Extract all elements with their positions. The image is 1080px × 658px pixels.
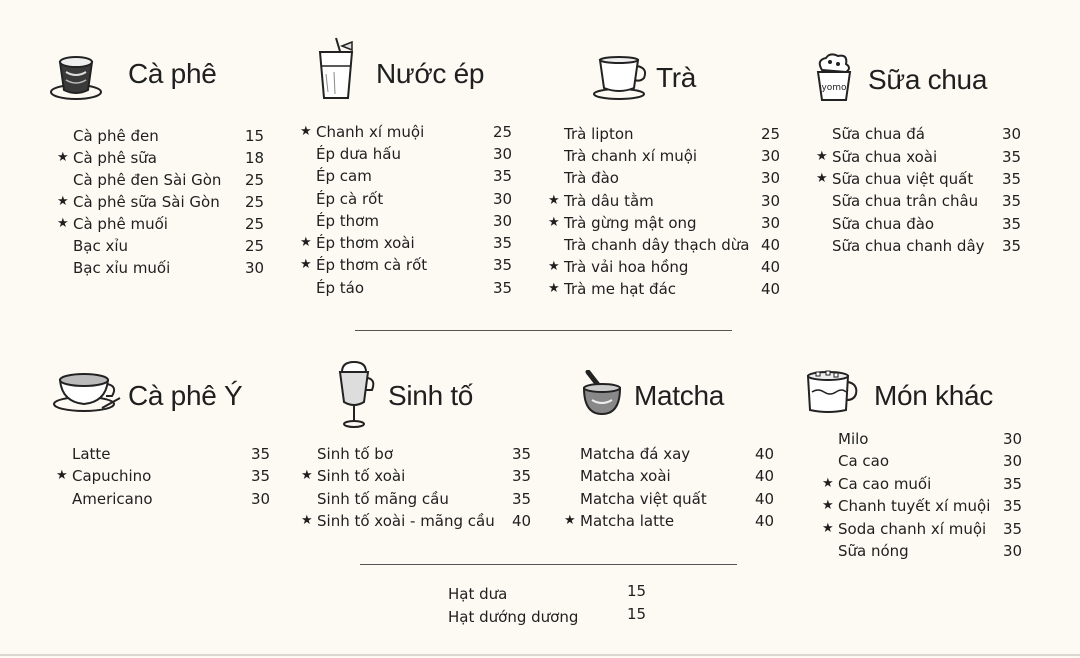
menu-item — [838, 430, 1023, 452]
item-name: Bạc xỉu muối — [73, 259, 171, 277]
section-title-matcha: Matcha — [634, 380, 725, 411]
item-price: 40 — [761, 258, 781, 276]
item-price: 30 — [1003, 430, 1023, 448]
juice-glass-icon — [314, 36, 356, 102]
item-price: 30 — [245, 259, 265, 277]
item-price: 25 — [245, 237, 265, 255]
star-icon: ★ — [548, 281, 560, 296]
menu-item — [564, 236, 781, 258]
menu-item — [822, 475, 1023, 497]
section-title-tra: Trà — [656, 62, 697, 93]
item-price: 35 — [1002, 237, 1022, 255]
menu-item — [317, 490, 532, 512]
menu-item — [832, 125, 1022, 147]
menu-item — [832, 192, 1022, 214]
menu-item — [564, 169, 781, 191]
menu-item — [73, 259, 268, 281]
item-price: 30 — [1003, 542, 1023, 560]
menu-item — [316, 279, 513, 301]
item-name: Trà chanh dây thạch dừa — [564, 236, 750, 254]
item-price: 30 — [761, 147, 781, 165]
item-name: Ép cà rốt — [316, 190, 384, 208]
item-price: 40 — [755, 445, 775, 463]
item-name: Trà vải hoa hồng — [564, 258, 689, 276]
menu-item — [580, 467, 775, 489]
cappuccino-cup-icon — [52, 368, 122, 416]
yomo-logo-text: yomo — [821, 83, 847, 93]
item-price: 25 — [493, 123, 513, 141]
item-price: 35 — [1003, 497, 1023, 515]
menu-item — [57, 149, 268, 171]
item-name: Trà me hạt đác — [564, 280, 677, 298]
item-price: 35 — [493, 167, 513, 185]
item-name: Trà chanh xí muội — [564, 147, 698, 165]
item-price: 35 — [251, 467, 271, 485]
item-name: Hạt dướng dương — [448, 608, 579, 626]
menu-item — [816, 170, 1022, 192]
item-name: Cà phê sữa Sài Gòn — [73, 193, 220, 211]
item-price: 25 — [245, 193, 265, 211]
item-price: 40 — [755, 512, 775, 530]
menu-item — [316, 190, 513, 212]
star-icon: ★ — [822, 521, 834, 536]
menu-item — [73, 127, 268, 149]
menu-item — [564, 125, 781, 147]
item-name: Ép thơm xoài — [316, 234, 415, 252]
star-icon: ★ — [822, 476, 834, 491]
item-name: Latte — [72, 445, 111, 463]
divider-top — [355, 330, 732, 331]
menu-item — [564, 512, 775, 534]
item-name: Cà phê đen — [73, 127, 159, 145]
item-price: 30 — [761, 192, 781, 210]
menu-item — [580, 490, 775, 512]
item-name: Trà lipton — [564, 125, 634, 143]
item-price: 30 — [761, 214, 781, 232]
item-name: Sữa chua xoài — [832, 148, 938, 166]
menu-item — [580, 445, 775, 467]
item-name: Sữa nóng — [838, 542, 909, 560]
item-name: Ép thơm — [316, 212, 379, 230]
menu-item — [832, 215, 1022, 237]
item-name: Cà phê đen Sài Gòn — [73, 171, 222, 189]
item-name: Sinh tố xoài - mãng cầu — [317, 512, 495, 530]
item-name: Trà gừng mật ong — [564, 214, 697, 232]
item-price: 40 — [755, 490, 775, 508]
menu-item — [73, 237, 268, 259]
star-icon: ★ — [816, 171, 828, 186]
menu-item — [73, 171, 268, 193]
item-price: 35 — [493, 256, 513, 274]
menu-item — [838, 542, 1023, 564]
item-name: Americano — [72, 490, 153, 508]
menu-item — [316, 145, 513, 167]
menu-item — [448, 605, 647, 630]
item-name: Sữa chua trân châu — [832, 192, 979, 210]
item-price: 35 — [1003, 475, 1023, 493]
section-title-sinhto: Sinh tố — [388, 380, 474, 411]
item-name: Ép táo — [316, 279, 365, 297]
star-icon: ★ — [301, 513, 313, 528]
star-icon: ★ — [56, 468, 68, 483]
item-name: Sữa chua đào — [832, 215, 935, 233]
menu-item — [822, 497, 1023, 519]
item-price: 30 — [251, 490, 271, 508]
item-name: Bạc xỉu — [73, 237, 129, 255]
menu-item — [316, 212, 513, 234]
menu-item — [72, 445, 271, 467]
item-price: 15 — [627, 582, 647, 600]
item-name: Ép cam — [316, 167, 372, 185]
item-price: 35 — [493, 279, 513, 297]
item-name: Hạt dưa — [448, 585, 508, 603]
page-bottom-rule — [0, 654, 1080, 656]
item-price: 35 — [1002, 170, 1022, 188]
star-icon: ★ — [57, 194, 69, 209]
menu-item — [816, 148, 1022, 170]
item-price: 25 — [245, 171, 265, 189]
star-icon: ★ — [822, 498, 834, 513]
star-icon: ★ — [816, 149, 828, 164]
menu-item — [448, 582, 647, 607]
star-icon: ★ — [300, 124, 312, 139]
item-name: Sữa chua chanh dây — [832, 237, 985, 255]
item-price: 35 — [512, 467, 532, 485]
menu-item — [301, 512, 532, 534]
item-name: Soda chanh xí muội — [838, 520, 987, 538]
section-title-caphe: Cà phê — [128, 58, 217, 89]
cocoa-mug-icon — [804, 368, 860, 416]
menu-item — [548, 214, 781, 236]
item-name: Sữa chua đá — [832, 125, 925, 143]
item-name: Sinh tố mãng cầu — [317, 490, 449, 508]
star-icon: ★ — [301, 468, 313, 483]
item-price: 35 — [251, 445, 271, 463]
item-name: Matcha xoài — [580, 467, 671, 485]
item-price: 35 — [1002, 215, 1022, 233]
section-title-monkhac: Món khác — [874, 380, 993, 411]
item-name: Capuchino — [72, 467, 152, 485]
item-price: 15 — [627, 605, 647, 623]
coffee-cup-icon — [48, 52, 106, 102]
section-title-nuocep: Nước ép — [376, 58, 485, 89]
section-title-capheY: Cà phê Ý — [128, 380, 243, 411]
item-price: 30 — [493, 190, 513, 208]
item-price: 40 — [512, 512, 532, 530]
item-price: 35 — [493, 234, 513, 252]
star-icon: ★ — [57, 150, 69, 165]
menu-item — [548, 280, 781, 302]
item-name: Ép dưa hấu — [316, 145, 401, 163]
item-price: 35 — [1002, 192, 1022, 210]
star-icon: ★ — [564, 513, 576, 528]
star-icon: ★ — [548, 193, 560, 208]
item-price: 30 — [493, 212, 513, 230]
item-price: 35 — [512, 490, 532, 508]
menu-item — [822, 520, 1023, 542]
item-name: Sữa chua việt quất — [832, 170, 974, 188]
item-price: 25 — [245, 215, 265, 233]
item-price: 40 — [761, 236, 781, 254]
item-price: 18 — [245, 149, 265, 167]
menu-item — [317, 445, 532, 467]
star-icon: ★ — [548, 215, 560, 230]
item-price: 30 — [1003, 452, 1023, 470]
menu-item — [300, 256, 513, 278]
menu-item — [838, 452, 1023, 474]
star-icon: ★ — [300, 235, 312, 250]
item-name: Sinh tố bơ — [317, 445, 393, 463]
menu-item — [832, 237, 1022, 259]
menu-item — [56, 467, 271, 489]
item-name: Ép thơm cà rốt — [316, 256, 428, 274]
item-name: Cà phê muối — [73, 215, 168, 233]
section-title-suachua: Sữa chua — [868, 64, 988, 95]
divider-bottom — [360, 564, 737, 565]
item-name: Trà đào — [564, 169, 619, 187]
item-price: 35 — [1002, 148, 1022, 166]
yogurt-cup-icon — [812, 52, 856, 104]
smoothie-glass-icon — [334, 358, 376, 430]
menu-item — [301, 467, 532, 489]
item-price: 30 — [1002, 125, 1022, 143]
item-name: Ca cao muối — [838, 475, 932, 493]
menu-item — [548, 192, 781, 214]
item-name: Milo — [838, 430, 869, 448]
menu-item — [57, 215, 268, 237]
menu-item — [72, 490, 271, 512]
item-price: 35 — [512, 445, 532, 463]
matcha-bowl-icon — [580, 370, 626, 418]
item-name: Cà phê sữa — [73, 149, 157, 167]
item-name: Trà dâu tằm — [564, 192, 654, 210]
item-name: Matcha đá xay — [580, 445, 691, 463]
item-name: Ca cao — [838, 452, 890, 470]
item-price: 15 — [245, 127, 265, 145]
menu-item — [57, 193, 268, 215]
menu-item — [300, 123, 513, 145]
item-price: 35 — [1003, 520, 1023, 538]
item-price: 40 — [761, 280, 781, 298]
tea-cup-icon — [592, 54, 650, 102]
star-icon: ★ — [300, 257, 312, 272]
menu-item — [316, 167, 513, 189]
menu-item — [300, 234, 513, 256]
star-icon: ★ — [57, 216, 69, 231]
item-price: 30 — [493, 145, 513, 163]
item-price: 30 — [761, 169, 781, 187]
menu-item — [564, 147, 781, 169]
menu-item — [548, 258, 781, 280]
item-name: Chanh tuyết xí muội — [838, 497, 991, 515]
item-name: Matcha latte — [580, 512, 675, 530]
item-name: Sinh tố xoài — [317, 467, 406, 485]
star-icon: ★ — [548, 259, 560, 274]
item-price: 40 — [755, 467, 775, 485]
item-name: Matcha việt quất — [580, 490, 707, 508]
item-price: 25 — [761, 125, 781, 143]
item-name: Chanh xí muội — [316, 123, 425, 141]
